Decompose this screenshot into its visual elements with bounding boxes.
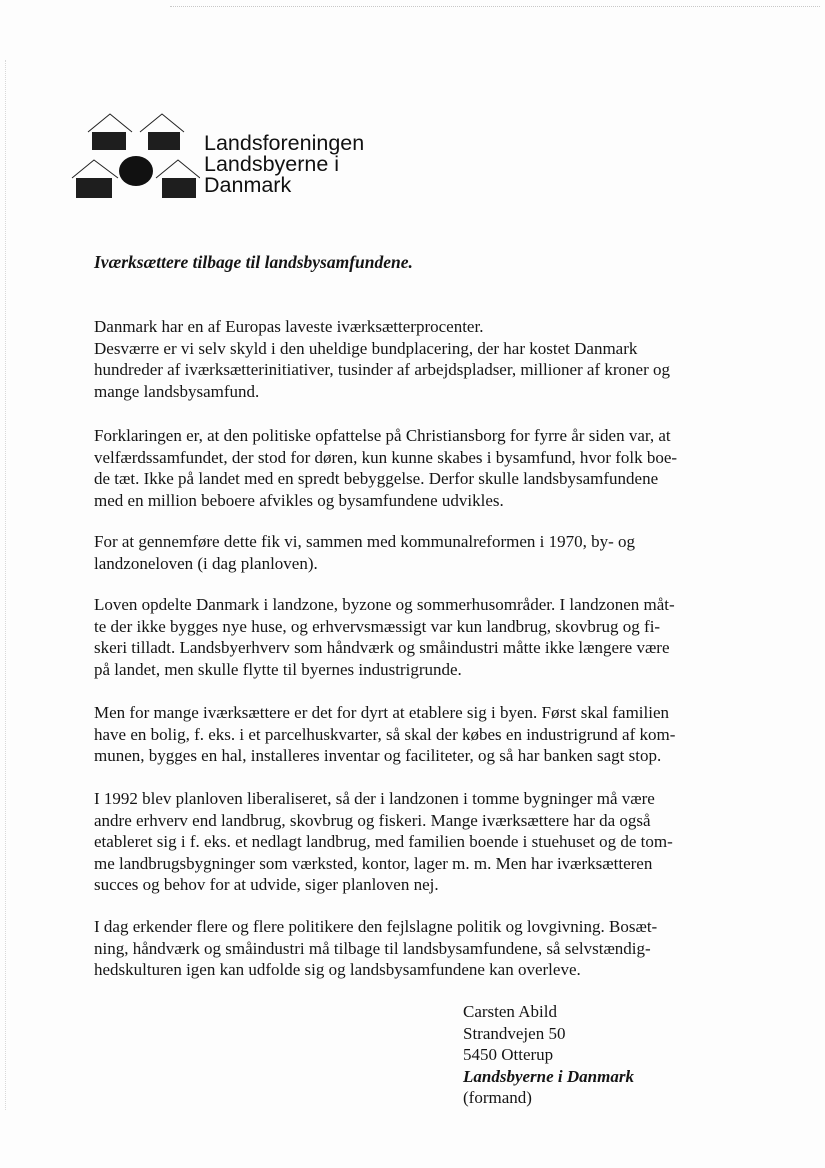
logo-line-3: Danmark xyxy=(204,173,292,197)
paragraph-3 xyxy=(94,531,744,574)
text-line: andre erhverv end landbrug, skovbrug og fiskeri. Mange iværksættere har da også xyxy=(94,810,651,830)
paragraph-4 xyxy=(94,594,744,680)
paragraph-6 xyxy=(94,788,744,896)
text-line: mange landsbysamfund. xyxy=(94,381,260,401)
village-houses-logo-icon xyxy=(70,108,200,203)
logo-line-2: Landsbyerne i xyxy=(204,152,340,176)
text-line: I 1992 blev planloven liberaliseret, så der i landzonen i tomme bygninger må være xyxy=(94,789,655,808)
text-line: med en million beboere afvikles og bysamfundene udvikles. xyxy=(94,490,504,510)
scan-border-top xyxy=(170,6,820,7)
text-line: skeri tilladt. Landsbyerhverv som håndværk og småindustri måtte ikke længere være xyxy=(94,638,670,657)
text-line: etableret sig i f. eks. et nedlagt landbrug, med familien boende i stuehuset og de tom- xyxy=(94,832,673,851)
organization-logo xyxy=(70,108,390,203)
text-line: på landet, men skulle flytte til byernes industrigrunde. xyxy=(94,659,462,679)
text-line: te der ikke bygges nye huse, og erhvervsmæssigt var kun landbrug, skovbrug og fi- xyxy=(94,616,661,636)
text-line: I dag erkender flere og flere politikere den fejlslagne politik og lovgivning. Bosæt- xyxy=(94,917,658,936)
text-line: Men for mange iværksættere er det for dyrt at etablere sig i byen. Først skal familien xyxy=(94,703,670,722)
signature-organization: Landsbyerne i Danmark xyxy=(463,1066,634,1086)
scan-border-left xyxy=(5,60,6,1110)
text-line: Desværre er vi selv skyld i den uheldige bundplacering, der har kostet Danmark xyxy=(94,338,638,358)
logo-line-1: Landsforeningen xyxy=(204,131,365,155)
text-line: Forklaringen er, at den politiske opfattelse på Christiansborg for fyrre år siden var, at xyxy=(94,426,671,445)
signature-block xyxy=(463,1001,634,1109)
text-line: me landbrugsbygninger som værksted, kontor, lager m. m. Men har iværksætteren xyxy=(94,853,653,873)
signature-name: Carsten Abild xyxy=(463,1002,557,1021)
text-line: Danmark har en af Europas laveste iværksætterprocenter. xyxy=(94,317,484,336)
signature-street: Strandvejen 50 xyxy=(463,1023,566,1043)
text-line: velfærdssamfundet, der stod for døren, kun kunne skabes i bysamfund, hvor folk boe- xyxy=(94,447,678,467)
signature-city: 5450 Otterup xyxy=(463,1045,554,1064)
paragraph-5 xyxy=(94,702,744,767)
text-line: For at gennemføre dette fik vi, sammen med kommunalreformen i 1970, by- og xyxy=(94,532,636,551)
text-line: ning, håndværk og småindustri må tilbage til landsbysamfundene, så selvstændig- xyxy=(94,938,651,958)
logo-wordmark xyxy=(204,133,364,196)
text-line: succes og behov for at udvide, siger planloven nej. xyxy=(94,875,439,894)
text-line: Loven opdelte Danmark i landzone, byzone og sommerhusområder. I landzonen måt- xyxy=(94,595,675,614)
text-line: de tæt. Ikke på landet med en spredt bebyggelse. Derfor skulle landsbysamfundene xyxy=(94,469,659,488)
paragraph-2 xyxy=(94,425,744,511)
text-line: have en bolig, f. eks. i et parcelhuskvarter, så skal der købes en industrigrund af kom- xyxy=(94,724,676,744)
paragraph-7 xyxy=(94,916,744,981)
text-line: landzoneloven (i dag planloven). xyxy=(94,553,318,573)
text-line: hedskulturen igen kan udfolde sig og landsbysamfundene kan overleve. xyxy=(94,960,581,979)
paragraph-1 xyxy=(94,316,744,402)
signature-role: (formand) xyxy=(463,1088,532,1107)
document-title: Iværksættere tilbage til landsbysamfundene. xyxy=(94,252,413,272)
text-line: munen, bygges en hal, installeres inventar og faciliteter, og så har banken sagt stop. xyxy=(94,746,662,765)
text-line: hundreder af iværksætterinitiativer, tusinder af arbejdspladser, millioner af kroner og xyxy=(94,360,670,379)
